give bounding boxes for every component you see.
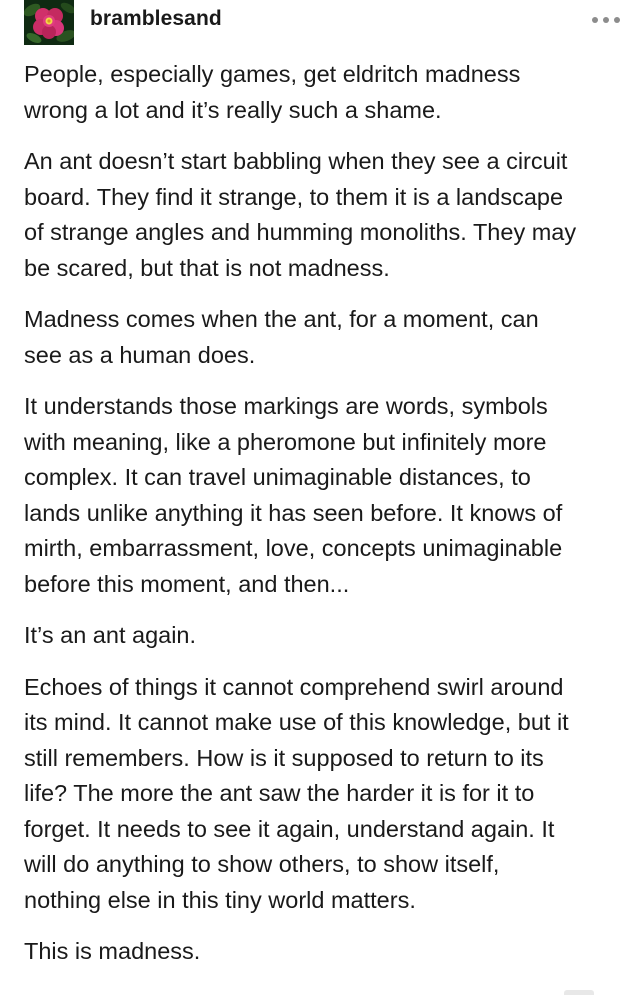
post-paragraph: Madness comes when the ant, for a moment, can see as a human does. xyxy=(24,306,539,368)
post-paragraph: It understands those markings are words, symbols with meaning, like a pheromone but infinitely more complex. It can travel unimaginable distances, to lands unlike anything it has seen before. It knows of mirth, embarrassment, love, concepts unimaginable before this moment, and then... xyxy=(24,393,563,597)
post-paragraph: This is madness. xyxy=(24,938,201,964)
post-username[interactable]: bramblesand xyxy=(90,7,222,30)
user-avatar[interactable] xyxy=(24,0,74,45)
post-header xyxy=(0,0,640,50)
scroll-indicator xyxy=(564,990,594,995)
post-paragraph: An ant doesn’t start babbling when they see a circuit board. They find it strange, to them it is a landscape of strange angles and humming monoliths. They may be scared, but that is not madness. xyxy=(24,148,577,281)
post-body xyxy=(24,57,624,986)
post-paragraph: People, especially games, get eldritch madness wrong a lot and it’s really such a shame. xyxy=(24,61,521,123)
more-options-icon xyxy=(588,10,624,30)
post-paragraph: It’s an ant again. xyxy=(24,622,197,648)
post-paragraph: Echoes of things it cannot comprehend swirl around its mind. It cannot make use of this knowledge, but it still remembers. How is it supposed to return to its life? The more the ant saw the harder it is for it to forget. It needs to see it again, understand again. It will do anything to show others, to show itself, nothing else in this tiny world matters. xyxy=(24,673,569,913)
flower-avatar-icon xyxy=(24,0,74,45)
more-options-button[interactable] xyxy=(588,10,624,30)
